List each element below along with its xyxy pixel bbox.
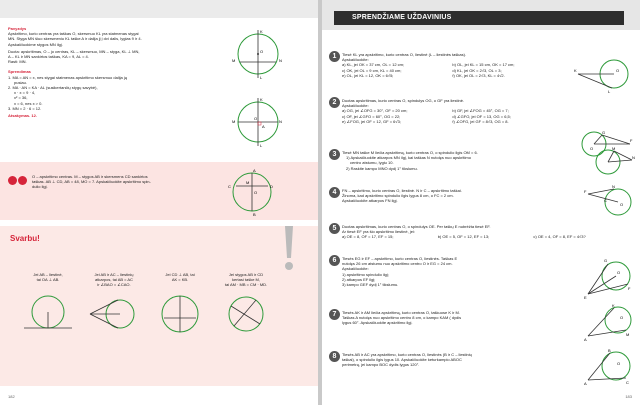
rule-figure: [220, 290, 272, 340]
task-7: [332, 310, 572, 326]
section-title-bar: [334, 11, 624, 25]
example-2-line: O – apskritimo centras. M – stygos AB ir skersmens CD sankirtos: [32, 174, 148, 179]
example-2-text: [32, 174, 182, 190]
task-text: perimetrą, jei kampo BOC dydis lygus 120°.: [342, 362, 420, 368]
example-2-marker: [8, 172, 28, 190]
example-line: Rasti: MN.: [8, 59, 27, 65]
fig-label: O: [254, 116, 258, 121]
task-2: [332, 98, 572, 124]
example-2-box: [0, 162, 318, 220]
fig-label: F: [630, 138, 633, 143]
section-title: SPRENDŽIAME UŽDAVINIUS: [352, 14, 452, 21]
fig-label: F: [584, 189, 587, 194]
solution-step: pusiau.: [14, 79, 27, 85]
rule-card-tangent: [22, 272, 74, 344]
fig-label: C: [604, 198, 607, 203]
task-text: Apskaičiuokite:: [342, 266, 369, 272]
task-text: 3) kampo GEF dydį 1° tikslumu.: [342, 282, 399, 288]
task-text: Tiesės AK ir AM liečia apskritimą, kurio centras O, taškuose K ir M.: [342, 310, 460, 315]
fig-label: D: [270, 184, 273, 189]
figure-task-4: [584, 184, 636, 218]
task-text: FN – apskritimo, kurio centras O, liestinė. N ir C – apskritimo taškai.: [342, 188, 462, 193]
fig-label: A: [584, 337, 587, 342]
task-5: [332, 224, 632, 240]
figure-intersecting-chords: [228, 92, 288, 152]
fig-label: G: [602, 130, 606, 135]
exclamation-icon: [282, 226, 296, 272]
rule-line: kertasi taške M,: [231, 277, 260, 283]
page-number: 183: [625, 394, 632, 399]
task-item: b) OL, jei KL = 15 cm, OK = 17 cm;: [452, 62, 515, 68]
left-page: [0, 0, 318, 405]
rule-card-chords: [220, 272, 272, 341]
solution-step: 1. MA = AN = x, nes stygai statmenas apskritimo skersmuo dalija ją: [8, 74, 127, 80]
figure-chord-diameter: [228, 24, 288, 80]
task-4: [332, 188, 572, 204]
task-text: Apskaičiuokite:: [342, 57, 369, 63]
important-title: Svarbu!: [10, 234, 40, 243]
fig-label: O: [617, 361, 621, 366]
example-line: Apskritimo, kurio centras yra taškas O, skersmuo KL yra statmenas stygai: [8, 31, 139, 37]
left-top-band: [0, 0, 318, 18]
task-text: Tiesė MN taške M liečia apskritimą, kurio centras O, o spindulio ilgis OM = 6.: [342, 150, 478, 155]
fig-label: N: [279, 58, 282, 63]
solution-heading: Sprendimas: [8, 69, 31, 75]
solution-step: x · x = 9 · 4,: [14, 90, 36, 96]
task-item: f) ∠OFG, jei GF = 8√3, OG = 8.: [452, 118, 509, 124]
fig-label: O: [616, 68, 620, 73]
fig-label: F: [628, 286, 631, 291]
task-text: 1) apskritimo spindulio ilgį;: [342, 271, 389, 277]
fig-label: L: [608, 89, 611, 94]
important-box: [0, 226, 318, 386]
task-text: Duotas apskritimas, kurio centras O, o spindulys OE. Per taškų E nubrėžta tiesė EF.: [342, 224, 491, 229]
fig-label: A: [262, 124, 265, 129]
section-header: [322, 0, 640, 30]
task-number: 7: [329, 309, 340, 320]
solution-step: 2. MA · AN = KA · AL (susikertančių stygų savybė),: [8, 85, 98, 91]
task-text: Tiesė KL yra apskritimo, kurio centras O, liestinė (L – liestinės taškas).: [342, 52, 467, 57]
task-text: 2) atkarpos EF ilgį;: [342, 276, 376, 282]
page-number: 182: [8, 394, 15, 399]
task-text: Tiesės EG ir EF – apskritimo, kurio centras O, liestinės. Taškas E: [342, 256, 458, 261]
answer: Atsakymas. 12.: [8, 113, 37, 119]
task-item: a) OG, jei ∠OFG = 30°, OF = 20 cm;: [342, 108, 408, 114]
task-text: Žinoma, kad apskritimo spindulio ilgis lygus 8 cm, o FC = 2 cm.: [342, 193, 454, 199]
task-item: f) OK, jei OL = 2√3, KL = 4√2.: [452, 72, 505, 78]
fig-label: B: [608, 348, 611, 353]
fig-label: G: [604, 258, 608, 263]
figure-example-2: [226, 166, 278, 216]
task-text: Taškas A nutolęs nuo apskritimo centro 8 cm, o kampo KAM ( dydis: [342, 315, 462, 321]
solution-step: 3. MN = 2 · 6 = 12.: [8, 105, 42, 111]
task-text: Apskaičiuokite atkarpos FN ilgį.: [342, 198, 398, 204]
task-text: taškai), o spindulio ilgis lygus 10. Apskaičiuokite keturkampio ABOC: [342, 357, 462, 363]
example-line: Duota: apskritimas, O – jo centras, KL – skersmuo, MN – styga, KL ⊥ MN,: [8, 48, 140, 54]
task-number: 8: [329, 351, 340, 362]
task-item: c) OE = 4, OF = 8, EF = 4√3?: [533, 234, 586, 240]
task-text: nutolęs 26 cm atstumu nuo apskritimo centro O ir EG = 24 cm.: [342, 261, 453, 267]
task-number: 3: [329, 149, 340, 160]
task-item: b) OE = 5, OF = 12, EF = 13;: [437, 234, 490, 240]
fig-label: K: [612, 303, 615, 308]
task-6: [332, 256, 572, 288]
example-2-line: taškas. AB ⊥ CD, AB = 48, MO = 7. Apskaičiuokite apskritimo spin-: [32, 179, 151, 185]
fig-label: L: [260, 143, 263, 148]
figure-task-6: [584, 254, 636, 300]
fig-label: M: [232, 119, 236, 124]
task-item: a) KL, jei OK = 37 cm, OL = 12 cm;: [342, 62, 405, 68]
example-line: MN. Styga MN šiuo skersmeniu KL taške A ir dalija jį į dvi dalis, lygias 9 ir 4.: [8, 36, 142, 42]
task-item: c) OF, jei ∠GFO = 60°, OG = 22;: [342, 113, 401, 119]
rule-card-tangent-segments: [88, 272, 140, 341]
example-2-line: dulio ilgį.: [32, 184, 48, 190]
fig-label: O: [260, 49, 264, 54]
figure-task-3: [592, 146, 636, 176]
fig-label: K: [260, 29, 263, 34]
task-item: e) OL, jei KL = 12, OK = 6√5;: [342, 72, 394, 78]
fig-label: K: [574, 68, 577, 73]
fig-label: N: [632, 155, 635, 160]
rule-figure: [22, 288, 74, 342]
task-text: Ar tiesė EF yra šio apskritimo liestinė, jei:: [342, 229, 415, 235]
task-text: 1) Apskaičiuokite atkarpos MN ilgį, kai taškas N nutolęs nuo apskritimo: [346, 155, 471, 161]
fig-label: O: [620, 315, 624, 320]
rule-line: ir ∠BAO = ∠CAO.: [97, 282, 131, 288]
task-text: Duotas apskritimas, kurio centras O, spindulys OG, o GF yra liestinė.: [342, 98, 465, 103]
fig-label: O: [590, 146, 594, 151]
fig-label: L: [260, 75, 263, 80]
rule-line: Jei CD ⊥ AB, tai: [165, 272, 195, 277]
rule-card-perpendicular: [154, 272, 206, 344]
right-page: [322, 0, 640, 405]
fig-label: M: [626, 332, 630, 337]
task-8: [332, 352, 572, 368]
fig-label: M: [246, 180, 250, 185]
rule-line: AK = KB.: [171, 277, 189, 283]
rule-figure: [154, 288, 206, 342]
task-text: Apskaičiuokite:: [342, 103, 369, 109]
worked-example: [8, 26, 230, 118]
figure-task-1: [574, 56, 634, 94]
example-line: Apskaičiuokime stygos MN ilgį.: [8, 41, 63, 47]
figure-task-8: [584, 346, 636, 386]
fig-label: K: [260, 97, 263, 102]
task-text: lygus 60°. Apskaičiuokite apskritimo ilgį.: [342, 320, 413, 326]
task-text: centro atstumu, lygiu 10.: [350, 160, 394, 166]
rule-line: Jei stygos AB ir CD: [228, 272, 264, 277]
fig-label: E: [584, 295, 587, 300]
fig-label: C: [228, 184, 231, 189]
task-1: [332, 52, 572, 78]
task-number: 1: [329, 51, 340, 62]
example-heading: Pavyzdys: [8, 26, 27, 31]
task-item: b) GF, jei ∠FOG = 45°, OG = 7;: [452, 108, 509, 114]
rule-line: tai OA ⊥ AB.: [36, 277, 60, 283]
fig-label: N: [279, 119, 282, 124]
fig-label: A: [253, 168, 256, 173]
figure-task-7: [584, 302, 636, 342]
rule-line: tai AM · MB = CM · MD.: [224, 282, 268, 288]
task-number: 6: [329, 255, 340, 266]
task-number: 4: [329, 187, 340, 198]
fig-label: N: [612, 184, 615, 189]
solution-step: x = 6, nes x > 0.: [14, 100, 43, 106]
fig-label: O: [254, 190, 258, 195]
task-item: e) ∠FOG, jei OF = 12, GF = 6√3;: [342, 118, 401, 124]
fig-label: A: [584, 381, 587, 386]
rule-line: Jei AB ir AC – liestinių: [94, 272, 134, 277]
solution-step: x² = 36,: [14, 95, 28, 101]
task-item: a) OE = 8, OF = 17, EF = 15;: [342, 234, 394, 240]
task-item: d) ∠GFO, jei OF = 13, OG = 6,5;: [452, 113, 511, 119]
fig-label: M: [232, 58, 236, 63]
task-3: [332, 150, 572, 171]
fig-label: C: [626, 380, 629, 385]
fig-label: B: [253, 212, 256, 216]
example-line: A – KL ir MN sankirtos taškas, KA = 9, AL = 4.: [8, 54, 89, 60]
task-text: 2) Raskite kampo MNO dydį 1° tikslumu.: [346, 165, 418, 171]
task-number: 2: [329, 97, 340, 108]
task-text: Tiesės AB ir AC yra apskritimo, kurio centras O, liestinės (B ir C – liestinių: [342, 352, 472, 357]
rule-line: atkarpos, tai AB = AC: [95, 277, 133, 283]
fig-label: O: [620, 202, 624, 207]
rule-line: Jei AB – liestinė,: [33, 272, 63, 277]
fig-label: O: [617, 270, 621, 275]
rule-figure: [88, 290, 140, 340]
fig-label: M: [612, 146, 616, 151]
task-number: 5: [329, 223, 340, 234]
task-item: d) KL, jei OK = 2√3, OL = 3;: [452, 67, 502, 73]
task-item: c) OK, jei OL = 9 cm, KL = 40 cm;: [342, 67, 402, 73]
